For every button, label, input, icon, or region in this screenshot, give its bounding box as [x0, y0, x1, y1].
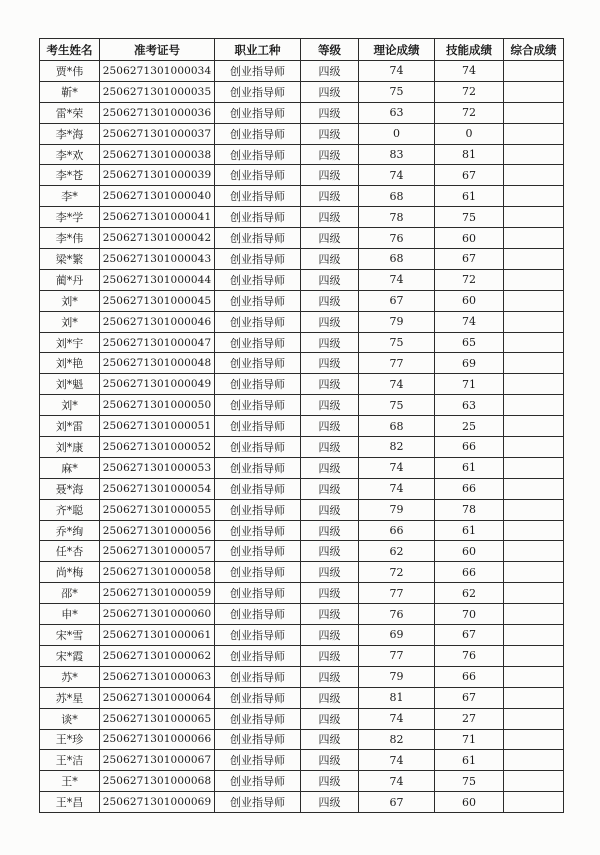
cell-job: 创业指导师: [215, 332, 301, 353]
table-row: [40, 102, 564, 123]
cell-job: 创业指导师: [215, 520, 301, 541]
cell-theory-score: 74: [359, 750, 435, 771]
cell-total-score: [504, 61, 564, 82]
cell-name: 王*昌: [40, 792, 100, 813]
cell-exam-id: 2506271301000037: [100, 123, 215, 144]
cell-name: 尚*梅: [40, 562, 100, 583]
cell-exam-id: 2506271301000058: [100, 562, 215, 583]
cell-level: 四级: [301, 249, 359, 270]
cell-total-score: [504, 144, 564, 165]
cell-job: 创业指导师: [215, 249, 301, 270]
cell-exam-id: 2506271301000045: [100, 290, 215, 311]
cell-level: 四级: [301, 290, 359, 311]
cell-total-score: [504, 102, 564, 123]
cell-level: 四级: [301, 81, 359, 102]
cell-job: 创业指导师: [215, 61, 301, 82]
cell-theory-score: 83: [359, 144, 435, 165]
cell-exam-id: 2506271301000065: [100, 708, 215, 729]
cell-job: 创业指导师: [215, 562, 301, 583]
cell-level: 四级: [301, 687, 359, 708]
cell-theory-score: 69: [359, 625, 435, 646]
cell-level: 四级: [301, 186, 359, 207]
cell-job: 创业指导师: [215, 353, 301, 374]
cell-name: 刘*: [40, 290, 100, 311]
cell-theory-score: 68: [359, 249, 435, 270]
cell-name: 李*学: [40, 207, 100, 228]
table-row: [40, 311, 564, 332]
cell-name: 雷*荣: [40, 102, 100, 123]
cell-exam-id: 2506271301000064: [100, 687, 215, 708]
cell-exam-id: 2506271301000054: [100, 478, 215, 499]
cell-skill-score: 27: [435, 708, 504, 729]
table-row: [40, 207, 564, 228]
table-row: [40, 228, 564, 249]
header-level: 等级: [301, 39, 359, 61]
cell-skill-score: 75: [435, 771, 504, 792]
cell-name: 谈*: [40, 708, 100, 729]
cell-total-score: [504, 645, 564, 666]
cell-exam-id: 2506271301000066: [100, 729, 215, 750]
cell-skill-score: 60: [435, 792, 504, 813]
cell-theory-score: 66: [359, 520, 435, 541]
cell-theory-score: 72: [359, 562, 435, 583]
cell-theory-score: 79: [359, 499, 435, 520]
cell-theory-score: 81: [359, 687, 435, 708]
table-row: [40, 81, 564, 102]
table-row: [40, 165, 564, 186]
cell-theory-score: 74: [359, 708, 435, 729]
cell-skill-score: 75: [435, 207, 504, 228]
cell-exam-id: 2506271301000068: [100, 771, 215, 792]
table-row: [40, 792, 564, 813]
cell-exam-id: 2506271301000057: [100, 541, 215, 562]
cell-skill-score: 61: [435, 520, 504, 541]
cell-skill-score: 72: [435, 269, 504, 290]
cell-name: 申*: [40, 604, 100, 625]
cell-name: 李*苍: [40, 165, 100, 186]
cell-name: 王*洁: [40, 750, 100, 771]
cell-level: 四级: [301, 353, 359, 374]
cell-total-score: [504, 437, 564, 458]
cell-job: 创业指导师: [215, 290, 301, 311]
cell-theory-score: 62: [359, 541, 435, 562]
cell-skill-score: 70: [435, 604, 504, 625]
table-row: [40, 478, 564, 499]
table-row: [40, 416, 564, 437]
cell-total-score: [504, 353, 564, 374]
cell-theory-score: 68: [359, 416, 435, 437]
table-row: [40, 625, 564, 646]
cell-theory-score: 74: [359, 771, 435, 792]
cell-total-score: [504, 792, 564, 813]
header-theory-score: 理论成绩: [359, 39, 435, 61]
cell-name: 苏*: [40, 666, 100, 687]
cell-skill-score: 60: [435, 290, 504, 311]
cell-total-score: [504, 771, 564, 792]
cell-theory-score: 74: [359, 374, 435, 395]
cell-level: 四级: [301, 645, 359, 666]
table-row: [40, 269, 564, 290]
cell-level: 四级: [301, 708, 359, 729]
cell-name: 齐*聪: [40, 499, 100, 520]
cell-exam-id: 2506271301000035: [100, 81, 215, 102]
cell-theory-score: 77: [359, 353, 435, 374]
table-row: [40, 499, 564, 520]
cell-job: 创业指导师: [215, 708, 301, 729]
cell-name: 蔺*丹: [40, 269, 100, 290]
cell-job: 创业指导师: [215, 228, 301, 249]
header-row: [40, 39, 564, 61]
cell-level: 四级: [301, 437, 359, 458]
cell-skill-score: 67: [435, 249, 504, 270]
cell-skill-score: 74: [435, 61, 504, 82]
cell-level: 四级: [301, 102, 359, 123]
cell-job: 创业指导师: [215, 374, 301, 395]
cell-theory-score: 74: [359, 61, 435, 82]
cell-total-score: [504, 311, 564, 332]
cell-name: 宋*霞: [40, 645, 100, 666]
cell-name: 王*: [40, 771, 100, 792]
table-row: [40, 457, 564, 478]
cell-exam-id: 2506271301000049: [100, 374, 215, 395]
cell-name: 聂*海: [40, 478, 100, 499]
cell-level: 四级: [301, 165, 359, 186]
cell-job: 创业指导师: [215, 269, 301, 290]
cell-job: 创业指导师: [215, 687, 301, 708]
cell-total-score: [504, 207, 564, 228]
cell-total-score: [504, 729, 564, 750]
cell-total-score: [504, 81, 564, 102]
cell-name: 刘*康: [40, 437, 100, 458]
cell-level: 四级: [301, 562, 359, 583]
cell-name: 李*: [40, 186, 100, 207]
cell-total-score: [504, 478, 564, 499]
cell-skill-score: 69: [435, 353, 504, 374]
table-row: [40, 583, 564, 604]
cell-theory-score: 68: [359, 186, 435, 207]
cell-theory-score: 63: [359, 102, 435, 123]
cell-total-score: [504, 499, 564, 520]
cell-total-score: [504, 708, 564, 729]
cell-level: 四级: [301, 604, 359, 625]
cell-name: 任*杏: [40, 541, 100, 562]
cell-theory-score: 75: [359, 395, 435, 416]
cell-exam-id: 2506271301000060: [100, 604, 215, 625]
cell-job: 创业指导师: [215, 625, 301, 646]
cell-skill-score: 67: [435, 625, 504, 646]
cell-name: 刘*艳: [40, 353, 100, 374]
cell-job: 创业指导师: [215, 311, 301, 332]
table-row: [40, 520, 564, 541]
cell-level: 四级: [301, 207, 359, 228]
cell-name: 刘*: [40, 311, 100, 332]
cell-exam-id: 2506271301000053: [100, 457, 215, 478]
cell-theory-score: 67: [359, 290, 435, 311]
cell-theory-score: 78: [359, 207, 435, 228]
cell-skill-score: 60: [435, 228, 504, 249]
cell-skill-score: 81: [435, 144, 504, 165]
cell-exam-id: 2506271301000047: [100, 332, 215, 353]
cell-total-score: [504, 687, 564, 708]
cell-total-score: [504, 416, 564, 437]
cell-theory-score: 76: [359, 604, 435, 625]
table-row: [40, 541, 564, 562]
cell-skill-score: 60: [435, 541, 504, 562]
cell-theory-score: 79: [359, 311, 435, 332]
cell-theory-score: 82: [359, 437, 435, 458]
cell-name: 李*欢: [40, 144, 100, 165]
cell-exam-id: 2506271301000048: [100, 353, 215, 374]
cell-job: 创业指导师: [215, 750, 301, 771]
cell-total-score: [504, 666, 564, 687]
cell-name: 乔*绚: [40, 520, 100, 541]
header-exam-id: 准考证号: [100, 39, 215, 61]
cell-total-score: [504, 332, 564, 353]
cell-exam-id: 2506271301000034: [100, 61, 215, 82]
cell-skill-score: 61: [435, 186, 504, 207]
table-row: [40, 249, 564, 270]
cell-name: 李*伟: [40, 228, 100, 249]
cell-total-score: [504, 165, 564, 186]
cell-exam-id: 2506271301000056: [100, 520, 215, 541]
table-row: [40, 729, 564, 750]
cell-skill-score: 61: [435, 750, 504, 771]
table-row: [40, 290, 564, 311]
cell-theory-score: 74: [359, 165, 435, 186]
cell-exam-id: 2506271301000038: [100, 144, 215, 165]
table-row: [40, 771, 564, 792]
header-name: 考生姓名: [40, 39, 100, 61]
cell-total-score: [504, 269, 564, 290]
cell-exam-id: 2506271301000044: [100, 269, 215, 290]
cell-skill-score: 0: [435, 123, 504, 144]
cell-level: 四级: [301, 332, 359, 353]
cell-exam-id: 2506271301000042: [100, 228, 215, 249]
cell-total-score: [504, 186, 564, 207]
cell-job: 创业指导师: [215, 792, 301, 813]
cell-exam-id: 2506271301000050: [100, 395, 215, 416]
cell-total-score: [504, 562, 564, 583]
cell-job: 创业指导师: [215, 81, 301, 102]
cell-level: 四级: [301, 729, 359, 750]
cell-job: 创业指导师: [215, 165, 301, 186]
cell-job: 创业指导师: [215, 645, 301, 666]
cell-total-score: [504, 520, 564, 541]
cell-exam-id: 2506271301000067: [100, 750, 215, 771]
cell-skill-score: 72: [435, 81, 504, 102]
cell-job: 创业指导师: [215, 583, 301, 604]
cell-exam-id: 2506271301000040: [100, 186, 215, 207]
table-row: [40, 186, 564, 207]
cell-exam-id: 2506271301000061: [100, 625, 215, 646]
cell-level: 四级: [301, 792, 359, 813]
cell-theory-score: 76: [359, 228, 435, 249]
cell-skill-score: 78: [435, 499, 504, 520]
cell-skill-score: 71: [435, 374, 504, 395]
cell-theory-score: 67: [359, 792, 435, 813]
cell-name: 宋*雪: [40, 625, 100, 646]
cell-level: 四级: [301, 395, 359, 416]
cell-level: 四级: [301, 541, 359, 562]
table-row: [40, 645, 564, 666]
cell-theory-score: 0: [359, 123, 435, 144]
cell-level: 四级: [301, 666, 359, 687]
cell-skill-score: 66: [435, 437, 504, 458]
cell-skill-score: 67: [435, 687, 504, 708]
cell-theory-score: 75: [359, 81, 435, 102]
table-row: [40, 750, 564, 771]
table-row: [40, 708, 564, 729]
cell-total-score: [504, 249, 564, 270]
cell-total-score: [504, 228, 564, 249]
cell-theory-score: 77: [359, 583, 435, 604]
cell-exam-id: 2506271301000059: [100, 583, 215, 604]
table-row: [40, 61, 564, 82]
cell-skill-score: 66: [435, 562, 504, 583]
cell-name: 王*珍: [40, 729, 100, 750]
cell-job: 创业指导师: [215, 207, 301, 228]
cell-job: 创业指导师: [215, 604, 301, 625]
cell-exam-id: 2506271301000062: [100, 645, 215, 666]
cell-job: 创业指导师: [215, 395, 301, 416]
cell-total-score: [504, 123, 564, 144]
cell-name: 刘*魁: [40, 374, 100, 395]
cell-total-score: [504, 290, 564, 311]
cell-name: 邵*: [40, 583, 100, 604]
cell-name: 梁*繁: [40, 249, 100, 270]
cell-level: 四级: [301, 374, 359, 395]
table-row: [40, 144, 564, 165]
cell-total-score: [504, 625, 564, 646]
cell-level: 四级: [301, 144, 359, 165]
cell-level: 四级: [301, 520, 359, 541]
cell-total-score: [504, 457, 564, 478]
cell-theory-score: 77: [359, 645, 435, 666]
cell-total-score: [504, 541, 564, 562]
cell-exam-id: 2506271301000051: [100, 416, 215, 437]
cell-level: 四级: [301, 750, 359, 771]
cell-job: 创业指导师: [215, 123, 301, 144]
cell-name: 刘*: [40, 395, 100, 416]
cell-total-score: [504, 395, 564, 416]
cell-skill-score: 76: [435, 645, 504, 666]
cell-exam-id: 2506271301000063: [100, 666, 215, 687]
cell-theory-score: 82: [359, 729, 435, 750]
cell-level: 四级: [301, 625, 359, 646]
cell-level: 四级: [301, 123, 359, 144]
cell-skill-score: 72: [435, 102, 504, 123]
cell-theory-score: 75: [359, 332, 435, 353]
cell-name: 苏*星: [40, 687, 100, 708]
cell-skill-score: 61: [435, 457, 504, 478]
cell-theory-score: 74: [359, 269, 435, 290]
cell-skill-score: 62: [435, 583, 504, 604]
table-row: [40, 437, 564, 458]
cell-exam-id: 2506271301000036: [100, 102, 215, 123]
cell-level: 四级: [301, 457, 359, 478]
cell-level: 四级: [301, 583, 359, 604]
cell-level: 四级: [301, 61, 359, 82]
cell-job: 创业指导师: [215, 541, 301, 562]
cell-name: 刘*雷: [40, 416, 100, 437]
cell-skill-score: 66: [435, 478, 504, 499]
cell-skill-score: 66: [435, 666, 504, 687]
header-job: 职业工种: [215, 39, 301, 61]
cell-job: 创业指导师: [215, 416, 301, 437]
cell-skill-score: 71: [435, 729, 504, 750]
cell-level: 四级: [301, 499, 359, 520]
cell-name: 靳*: [40, 81, 100, 102]
cell-level: 四级: [301, 478, 359, 499]
cell-name: 刘*宇: [40, 332, 100, 353]
cell-job: 创业指导师: [215, 771, 301, 792]
cell-theory-score: 74: [359, 478, 435, 499]
cell-level: 四级: [301, 228, 359, 249]
table-row: [40, 604, 564, 625]
cell-exam-id: 2506271301000043: [100, 249, 215, 270]
table-row: [40, 666, 564, 687]
table-row: [40, 562, 564, 583]
table-row: [40, 123, 564, 144]
table-row: [40, 687, 564, 708]
cell-level: 四级: [301, 416, 359, 437]
cell-job: 创业指导师: [215, 499, 301, 520]
cell-skill-score: 65: [435, 332, 504, 353]
cell-exam-id: 2506271301000069: [100, 792, 215, 813]
cell-level: 四级: [301, 771, 359, 792]
table-row: [40, 395, 564, 416]
cell-exam-id: 2506271301000046: [100, 311, 215, 332]
cell-level: 四级: [301, 269, 359, 290]
cell-skill-score: 25: [435, 416, 504, 437]
score-table: [39, 38, 564, 813]
cell-exam-id: 2506271301000055: [100, 499, 215, 520]
cell-job: 创业指导师: [215, 186, 301, 207]
cell-name: 贾*伟: [40, 61, 100, 82]
cell-exam-id: 2506271301000052: [100, 437, 215, 458]
table-row: [40, 353, 564, 374]
cell-exam-id: 2506271301000041: [100, 207, 215, 228]
cell-job: 创业指导师: [215, 666, 301, 687]
cell-total-score: [504, 374, 564, 395]
cell-theory-score: 79: [359, 666, 435, 687]
header-skill-score: 技能成绩: [435, 39, 504, 61]
table-row: [40, 332, 564, 353]
cell-job: 创业指导师: [215, 144, 301, 165]
cell-exam-id: 2506271301000039: [100, 165, 215, 186]
cell-total-score: [504, 583, 564, 604]
cell-name: 麻*: [40, 457, 100, 478]
cell-skill-score: 74: [435, 311, 504, 332]
table-row: [40, 374, 564, 395]
cell-skill-score: 67: [435, 165, 504, 186]
cell-job: 创业指导师: [215, 437, 301, 458]
cell-total-score: [504, 750, 564, 771]
cell-job: 创业指导师: [215, 457, 301, 478]
header-total-score: 综合成绩: [504, 39, 564, 61]
cell-job: 创业指导师: [215, 102, 301, 123]
cell-theory-score: 74: [359, 457, 435, 478]
cell-skill-score: 63: [435, 395, 504, 416]
score-sheet: [39, 38, 557, 813]
cell-total-score: [504, 604, 564, 625]
cell-name: 李*海: [40, 123, 100, 144]
cell-job: 创业指导师: [215, 478, 301, 499]
cell-level: 四级: [301, 311, 359, 332]
cell-job: 创业指导师: [215, 729, 301, 750]
